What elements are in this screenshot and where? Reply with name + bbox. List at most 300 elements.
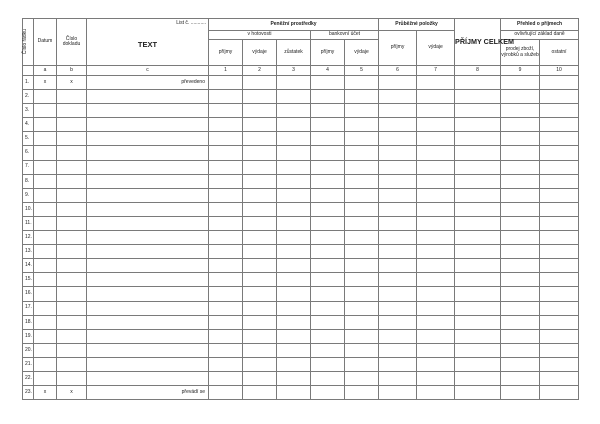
amount-cell[interactable] [277, 132, 311, 146]
amount-cell[interactable] [277, 216, 311, 230]
date-cell[interactable] [34, 104, 57, 118]
doc-number-cell[interactable]: x [57, 386, 87, 400]
amount-cell[interactable] [501, 202, 540, 216]
amount-cell[interactable] [501, 231, 540, 245]
amount-cell[interactable] [501, 343, 540, 357]
text-cell[interactable] [87, 329, 209, 343]
amount-cell[interactable] [345, 245, 379, 259]
amount-cell[interactable] [417, 132, 455, 146]
amount-cell[interactable] [455, 301, 501, 315]
amount-cell[interactable] [311, 188, 345, 202]
amount-cell[interactable] [243, 287, 277, 301]
amount-cell[interactable] [379, 287, 417, 301]
amount-cell[interactable] [311, 216, 345, 230]
amount-cell[interactable] [277, 118, 311, 132]
amount-cell[interactable] [209, 216, 243, 230]
doc-number-cell[interactable] [57, 357, 87, 371]
amount-cell[interactable] [209, 202, 243, 216]
text-cell[interactable] [87, 174, 209, 188]
doc-number-cell[interactable]: x [57, 76, 87, 90]
amount-cell[interactable] [455, 90, 501, 104]
text-cell[interactable] [87, 216, 209, 230]
amount-cell[interactable] [311, 386, 345, 400]
doc-number-cell[interactable] [57, 259, 87, 273]
amount-cell[interactable] [540, 231, 579, 245]
amount-cell[interactable] [311, 357, 345, 371]
amount-cell[interactable] [540, 188, 579, 202]
amount-cell[interactable] [311, 343, 345, 357]
amount-cell[interactable] [455, 118, 501, 132]
doc-number-cell[interactable] [57, 245, 87, 259]
amount-cell[interactable] [379, 146, 417, 160]
amount-cell[interactable] [311, 76, 345, 90]
amount-cell[interactable] [243, 174, 277, 188]
amount-cell[interactable] [455, 146, 501, 160]
amount-cell[interactable] [277, 357, 311, 371]
amount-cell[interactable] [379, 301, 417, 315]
amount-cell[interactable] [243, 160, 277, 174]
amount-cell[interactable] [209, 188, 243, 202]
date-cell[interactable] [34, 146, 57, 160]
amount-cell[interactable] [379, 202, 417, 216]
amount-cell[interactable] [345, 231, 379, 245]
doc-number-cell[interactable] [57, 146, 87, 160]
amount-cell[interactable] [501, 301, 540, 315]
amount-cell[interactable] [311, 104, 345, 118]
amount-cell[interactable] [345, 174, 379, 188]
amount-cell[interactable] [379, 343, 417, 357]
amount-cell[interactable] [243, 76, 277, 90]
doc-number-cell[interactable] [57, 301, 87, 315]
amount-cell[interactable] [455, 188, 501, 202]
amount-cell[interactable] [455, 357, 501, 371]
amount-cell[interactable] [345, 273, 379, 287]
amount-cell[interactable] [345, 104, 379, 118]
amount-cell[interactable] [209, 343, 243, 357]
amount-cell[interactable] [501, 371, 540, 385]
date-cell[interactable] [34, 174, 57, 188]
amount-cell[interactable] [243, 245, 277, 259]
text-cell[interactable] [87, 315, 209, 329]
amount-cell[interactable] [379, 245, 417, 259]
amount-cell[interactable] [277, 386, 311, 400]
doc-number-cell[interactable] [57, 118, 87, 132]
amount-cell[interactable] [540, 76, 579, 90]
amount-cell[interactable] [501, 146, 540, 160]
amount-cell[interactable] [209, 90, 243, 104]
text-cell[interactable] [87, 202, 209, 216]
amount-cell[interactable] [501, 76, 540, 90]
amount-cell[interactable] [455, 160, 501, 174]
amount-cell[interactable] [417, 287, 455, 301]
amount-cell[interactable] [209, 315, 243, 329]
date-cell[interactable] [34, 202, 57, 216]
date-cell[interactable] [34, 245, 57, 259]
amount-cell[interactable] [277, 343, 311, 357]
doc-number-cell[interactable] [57, 329, 87, 343]
doc-number-cell[interactable] [57, 287, 87, 301]
amount-cell[interactable] [379, 273, 417, 287]
row-number-cell: 7. [23, 160, 34, 174]
amount-cell[interactable] [455, 259, 501, 273]
text-cell[interactable] [87, 146, 209, 160]
text-cell[interactable] [87, 118, 209, 132]
amount-cell[interactable] [243, 371, 277, 385]
amount-cell[interactable] [501, 259, 540, 273]
amount-cell[interactable] [455, 202, 501, 216]
date-cell[interactable] [34, 132, 57, 146]
amount-cell[interactable] [455, 104, 501, 118]
text-cell[interactable] [87, 371, 209, 385]
amount-cell[interactable] [455, 371, 501, 385]
amount-cell[interactable] [277, 259, 311, 273]
amount-cell[interactable] [345, 76, 379, 90]
amount-cell[interactable] [417, 188, 455, 202]
amount-cell[interactable] [311, 287, 345, 301]
amount-cell[interactable] [311, 90, 345, 104]
amount-cell[interactable] [209, 301, 243, 315]
amount-cell[interactable] [209, 160, 243, 174]
text-cell[interactable] [87, 273, 209, 287]
amount-cell[interactable] [277, 160, 311, 174]
doc-number-cell[interactable] [57, 371, 87, 385]
amount-cell[interactable] [417, 315, 455, 329]
amount-cell[interactable] [345, 202, 379, 216]
text-cell[interactable] [87, 357, 209, 371]
text-cell[interactable] [87, 160, 209, 174]
amount-cell[interactable] [540, 343, 579, 357]
text-cell[interactable] [87, 104, 209, 118]
amount-cell[interactable] [379, 231, 417, 245]
amount-cell[interactable] [501, 329, 540, 343]
amount-cell[interactable] [455, 273, 501, 287]
amount-cell[interactable] [209, 174, 243, 188]
amount-cell[interactable] [540, 202, 579, 216]
text-cell[interactable] [87, 245, 209, 259]
doc-number-cell[interactable] [57, 188, 87, 202]
doc-number-cell[interactable] [57, 202, 87, 216]
amount-cell[interactable] [501, 160, 540, 174]
amount-cell[interactable] [209, 76, 243, 90]
amount-cell[interactable] [277, 371, 311, 385]
amount-cell[interactable] [501, 118, 540, 132]
amount-cell[interactable] [243, 329, 277, 343]
amount-cell[interactable] [501, 287, 540, 301]
amount-cell[interactable] [379, 188, 417, 202]
amount-cell[interactable] [540, 90, 579, 104]
amount-cell[interactable] [379, 76, 417, 90]
text-cell[interactable] [87, 132, 209, 146]
doc-number-cell[interactable] [57, 104, 87, 118]
amount-cell[interactable] [209, 273, 243, 287]
amount-cell[interactable] [540, 146, 579, 160]
amount-cell[interactable] [311, 174, 345, 188]
amount-cell[interactable] [379, 90, 417, 104]
amount-cell[interactable] [540, 174, 579, 188]
amount-cell[interactable] [345, 386, 379, 400]
amount-cell[interactable] [311, 301, 345, 315]
amount-cell[interactable] [501, 315, 540, 329]
amount-cell[interactable] [277, 202, 311, 216]
amount-cell[interactable] [243, 357, 277, 371]
amount-cell[interactable] [417, 386, 455, 400]
amount-cell[interactable] [311, 259, 345, 273]
doc-number-cell[interactable] [57, 273, 87, 287]
date-cell[interactable] [34, 301, 57, 315]
amount-cell[interactable] [243, 301, 277, 315]
date-cell[interactable] [34, 287, 57, 301]
amount-cell[interactable] [209, 118, 243, 132]
amount-cell[interactable] [311, 231, 345, 245]
amount-cell[interactable] [311, 160, 345, 174]
date-cell[interactable] [34, 259, 57, 273]
amount-cell[interactable] [379, 104, 417, 118]
amount-cell[interactable] [455, 174, 501, 188]
amount-cell[interactable] [311, 273, 345, 287]
amount-cell[interactable] [417, 273, 455, 287]
amount-cell[interactable] [417, 301, 455, 315]
amount-cell[interactable] [209, 329, 243, 343]
amount-cell[interactable] [455, 287, 501, 301]
amount-cell[interactable] [455, 329, 501, 343]
amount-cell[interactable] [243, 188, 277, 202]
amount-cell[interactable] [501, 90, 540, 104]
amount-cell[interactable] [417, 118, 455, 132]
doc-number-cell[interactable] [57, 315, 87, 329]
amount-cell[interactable] [209, 231, 243, 245]
amount-cell[interactable] [277, 231, 311, 245]
amount-cell[interactable] [345, 315, 379, 329]
amount-cell[interactable] [209, 287, 243, 301]
amount-cell[interactable] [243, 386, 277, 400]
date-cell[interactable] [34, 216, 57, 230]
amount-cell[interactable] [417, 216, 455, 230]
date-cell[interactable] [34, 188, 57, 202]
amount-cell[interactable] [209, 146, 243, 160]
amount-cell[interactable] [379, 386, 417, 400]
amount-cell[interactable] [277, 146, 311, 160]
amount-cell[interactable] [277, 273, 311, 287]
amount-cell[interactable] [455, 216, 501, 230]
amount-cell[interactable] [455, 315, 501, 329]
text-cell[interactable] [87, 231, 209, 245]
amount-cell[interactable] [345, 357, 379, 371]
amount-cell[interactable] [345, 216, 379, 230]
amount-cell[interactable] [243, 259, 277, 273]
amount-cell[interactable] [540, 160, 579, 174]
amount-cell[interactable] [417, 174, 455, 188]
doc-number-cell[interactable] [57, 231, 87, 245]
amount-cell[interactable] [345, 146, 379, 160]
amount-cell[interactable] [540, 273, 579, 287]
amount-cell[interactable] [417, 160, 455, 174]
amount-cell[interactable] [455, 245, 501, 259]
amount-cell[interactable] [243, 343, 277, 357]
amount-cell[interactable] [379, 329, 417, 343]
amount-cell[interactable] [540, 287, 579, 301]
amount-cell[interactable] [277, 90, 311, 104]
amount-cell[interactable] [311, 371, 345, 385]
amount-cell[interactable] [417, 231, 455, 245]
amount-cell[interactable] [540, 118, 579, 132]
amount-cell[interactable] [345, 371, 379, 385]
amount-cell[interactable] [209, 259, 243, 273]
date-cell[interactable] [34, 329, 57, 343]
text-cell[interactable]: převedeno [87, 76, 209, 90]
doc-number-cell[interactable] [57, 174, 87, 188]
amount-cell[interactable] [345, 301, 379, 315]
amount-cell[interactable] [417, 259, 455, 273]
amount-cell[interactable] [540, 371, 579, 385]
amount-cell[interactable] [379, 371, 417, 385]
amount-cell[interactable] [379, 216, 417, 230]
text-cell[interactable]: převádí se [87, 386, 209, 400]
amount-cell[interactable] [379, 357, 417, 371]
amount-cell[interactable] [345, 118, 379, 132]
date-cell[interactable] [34, 118, 57, 132]
amount-cell[interactable] [277, 104, 311, 118]
amount-cell[interactable] [345, 329, 379, 343]
amount-cell[interactable] [311, 245, 345, 259]
doc-number-cell[interactable] [57, 216, 87, 230]
amount-cell[interactable] [243, 118, 277, 132]
amount-cell[interactable] [379, 259, 417, 273]
amount-cell[interactable] [501, 132, 540, 146]
amount-cell[interactable] [455, 386, 501, 400]
amount-cell[interactable] [501, 245, 540, 259]
amount-cell[interactable] [345, 160, 379, 174]
text-cell[interactable] [87, 287, 209, 301]
amount-cell[interactable] [540, 329, 579, 343]
amount-cell[interactable] [455, 231, 501, 245]
amount-cell[interactable] [417, 104, 455, 118]
amount-cell[interactable] [540, 386, 579, 400]
amount-cell[interactable] [379, 315, 417, 329]
amount-cell[interactable] [277, 329, 311, 343]
doc-number-cell[interactable] [57, 90, 87, 104]
amount-cell[interactable] [501, 273, 540, 287]
doc-number-cell[interactable] [57, 160, 87, 174]
amount-cell[interactable] [311, 329, 345, 343]
amount-cell[interactable] [243, 132, 277, 146]
amount-cell[interactable] [417, 343, 455, 357]
amount-cell[interactable] [345, 343, 379, 357]
date-cell[interactable] [34, 315, 57, 329]
amount-cell[interactable] [501, 386, 540, 400]
doc-number-cell[interactable] [57, 343, 87, 357]
amount-cell[interactable] [501, 357, 540, 371]
amount-cell[interactable] [311, 132, 345, 146]
text-cell[interactable] [87, 188, 209, 202]
amount-cell[interactable] [417, 357, 455, 371]
amount-cell[interactable] [277, 76, 311, 90]
amount-cell[interactable] [501, 188, 540, 202]
amount-cell[interactable] [277, 301, 311, 315]
amount-cell[interactable] [345, 287, 379, 301]
amount-cell[interactable] [540, 104, 579, 118]
amount-cell[interactable] [277, 188, 311, 202]
amount-cell[interactable] [209, 371, 243, 385]
amount-cell[interactable] [311, 118, 345, 132]
amount-cell[interactable] [501, 174, 540, 188]
amount-cell[interactable] [311, 146, 345, 160]
amount-cell[interactable] [540, 301, 579, 315]
amount-cell[interactable] [277, 315, 311, 329]
amount-cell[interactable] [243, 231, 277, 245]
amount-cell[interactable] [417, 76, 455, 90]
amount-cell[interactable] [417, 371, 455, 385]
amount-cell[interactable] [540, 245, 579, 259]
amount-cell[interactable] [243, 273, 277, 287]
amount-cell[interactable] [417, 329, 455, 343]
date-cell[interactable] [34, 231, 57, 245]
amount-cell[interactable] [417, 202, 455, 216]
amount-cell[interactable] [540, 315, 579, 329]
amount-cell[interactable] [243, 216, 277, 230]
amount-cell[interactable] [277, 287, 311, 301]
amount-cell[interactable] [311, 202, 345, 216]
amount-cell[interactable] [417, 245, 455, 259]
amount-cell[interactable] [345, 90, 379, 104]
amount-cell[interactable] [243, 104, 277, 118]
date-cell[interactable] [34, 357, 57, 371]
amount-cell[interactable] [540, 216, 579, 230]
amount-cell[interactable] [455, 343, 501, 357]
text-cell[interactable] [87, 301, 209, 315]
amount-cell[interactable] [379, 174, 417, 188]
amount-cell[interactable] [345, 188, 379, 202]
text-cell[interactable] [87, 259, 209, 273]
amount-cell[interactable] [501, 216, 540, 230]
amount-cell[interactable] [243, 202, 277, 216]
amount-cell[interactable] [209, 104, 243, 118]
amount-cell[interactable] [455, 132, 501, 146]
date-cell[interactable] [34, 90, 57, 104]
amount-cell[interactable] [243, 146, 277, 160]
text-cell[interactable] [87, 90, 209, 104]
amount-cell[interactable] [379, 132, 417, 146]
date-cell[interactable] [34, 160, 57, 174]
amount-cell[interactable] [540, 132, 579, 146]
amount-cell[interactable] [501, 104, 540, 118]
amount-cell[interactable] [540, 259, 579, 273]
amount-cell[interactable] [209, 132, 243, 146]
amount-cell[interactable] [209, 386, 243, 400]
date-cell[interactable] [34, 273, 57, 287]
date-cell[interactable]: x [34, 76, 57, 90]
amount-cell[interactable] [277, 174, 311, 188]
text-cell[interactable] [87, 343, 209, 357]
amount-cell[interactable] [209, 245, 243, 259]
amount-cell[interactable] [277, 245, 311, 259]
amount-cell[interactable] [345, 259, 379, 273]
amount-cell[interactable] [243, 90, 277, 104]
date-cell[interactable] [34, 371, 57, 385]
amount-cell[interactable] [379, 118, 417, 132]
amount-cell[interactable] [417, 90, 455, 104]
date-cell[interactable]: x [34, 386, 57, 400]
amount-cell[interactable] [311, 315, 345, 329]
doc-number-cell[interactable] [57, 132, 87, 146]
amount-cell[interactable] [345, 132, 379, 146]
amount-cell[interactable] [540, 357, 579, 371]
amount-cell[interactable] [455, 76, 501, 90]
amount-cell[interactable] [379, 160, 417, 174]
date-cell[interactable] [34, 343, 57, 357]
amount-cell[interactable] [209, 357, 243, 371]
amount-cell[interactable] [417, 146, 455, 160]
amount-cell[interactable] [243, 315, 277, 329]
